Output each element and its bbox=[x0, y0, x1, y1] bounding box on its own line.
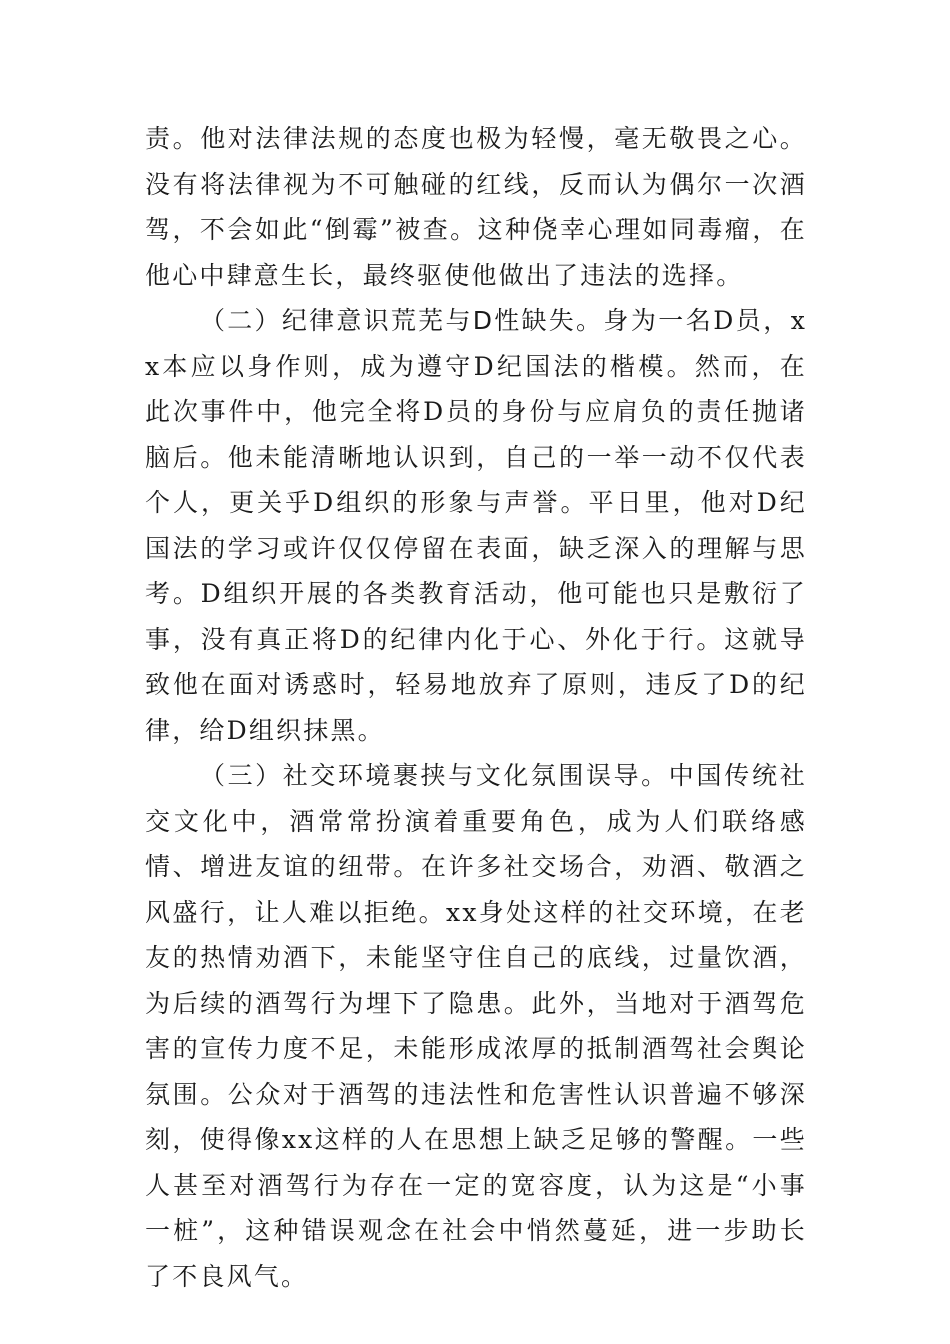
paragraph-continued bbox=[145, 116, 807, 298]
paragraph-body: 中国传统社交文化中，酒常常扮演着重要角色，成为人们联络感情、增进友谊的纽带。在许多社交场合，劝酒、敬酒之风盛行，让人难以拒绝。xx身处这样的社交环境，在老友的热情劝酒下，未能坚守住自己的底线，过量饮酒，为后续的酒驾行为埋下了隐患。此外，当地对于酒驾危害的宣传力度不足，未能形成浓厚的抵制酒驾社会舆论氛围。公众对于酒驾的违法性和危害性认识普遍不够深刻，使得像xx这样的人在思想上缺乏足够的警醒。一些人甚至对酒驾行为存在一定的宽容度，认为这是“小事一桩”，这种错误观念在社会中悄然蔓延，进一步助长了不良风气。 bbox=[145, 761, 807, 1291]
paragraph-body: 责。他对法律法规的态度也极为轻慢，毫无敬畏之心。没有将法律视为不可触碰的红线，反而认为偶尔一次酒驾，不会如此“倒霉”被查。这种侥幸心理如同毒瘤，在他心中肆意生长，最终驱使他做出了违法的选择。 bbox=[145, 124, 807, 290]
paragraph-body: 身为一名D员，xx本应以身作则，成为遵守D纪国法的楷模。然而，在此次事件中，他完全将D员的身份与应肩负的责任抛诸脑后。他未能清晰地认识到，自己的一举一动不仅代表个人，更关乎D组织的形象与声誉。平日里，他对D纪国法的学习或许仅仅停留在表面，缺乏深入的理解与思考。D组织开展的各类教育活动，他可能也只是敷衍了事，没有真正将D的纪律内化于心、外化于行。这就导致他在面对诱惑时，轻易地放弃了原则，违反了D的纪律，给D组织抹黑。 bbox=[145, 306, 807, 745]
section-heading-3: （三）社交环境裹挟与文化氛围误导。 bbox=[200, 761, 669, 790]
section-heading-2: （二）纪律意识荒芜与D性缺失。 bbox=[200, 306, 604, 335]
paragraph-discipline bbox=[145, 298, 807, 753]
document-body bbox=[145, 116, 807, 1299]
paragraph-social bbox=[145, 753, 807, 1299]
